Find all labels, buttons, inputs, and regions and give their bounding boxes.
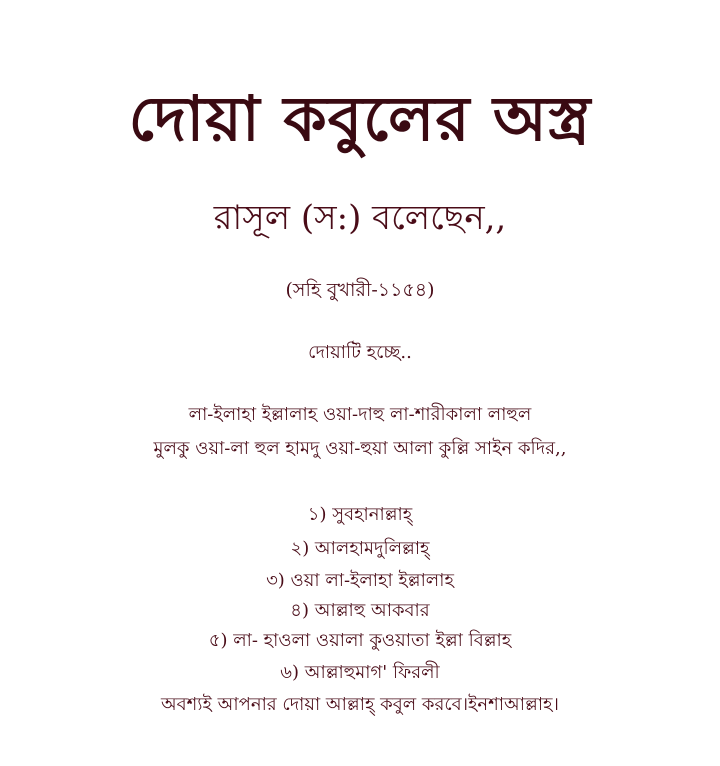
- intro-text: দোয়াটি হচ্ছে..: [308, 342, 412, 363]
- closing-text: অবশ্যই আপনার দোয়া আল্লাহ্ কবুল করবে।ইনশাআল্লাহ।: [161, 694, 559, 715]
- list-item: ৩) ওয়া লা-ইলাহা ইল্লালাহ: [266, 570, 454, 591]
- list-item: ৫) লা- হাওলা ওয়ালা কুওয়াতা ইল্লা বিল্লাহ: [208, 630, 512, 651]
- dua-line: লা-ইলাহা ইল্লালাহ ওয়া-দাহু লা-শারীকালা লাহুল: [188, 404, 532, 425]
- subtitle: রাসূল (স:) বলেছেন,,: [213, 198, 507, 238]
- list-item: ৪) আল্লাহু আকবার: [290, 600, 430, 621]
- list-item: ৬) আল্লাহুমাগ' ফিরলী: [280, 662, 440, 683]
- list-item: ২) আলহামদুলিল্লাহ্: [290, 538, 430, 559]
- hadith-reference: (সহি বুখারী-১১৫৪): [285, 279, 435, 301]
- page-title: দোয়া কবুলের অস্ত্র: [128, 82, 592, 155]
- list-item: ১) সুবহানাল্লাহ্: [307, 504, 413, 525]
- dua-line: মুলকু ওয়া-লা হুল হামদু ওয়া-হুয়া আলা কুল্লি সাইন কদির,,: [153, 438, 567, 459]
